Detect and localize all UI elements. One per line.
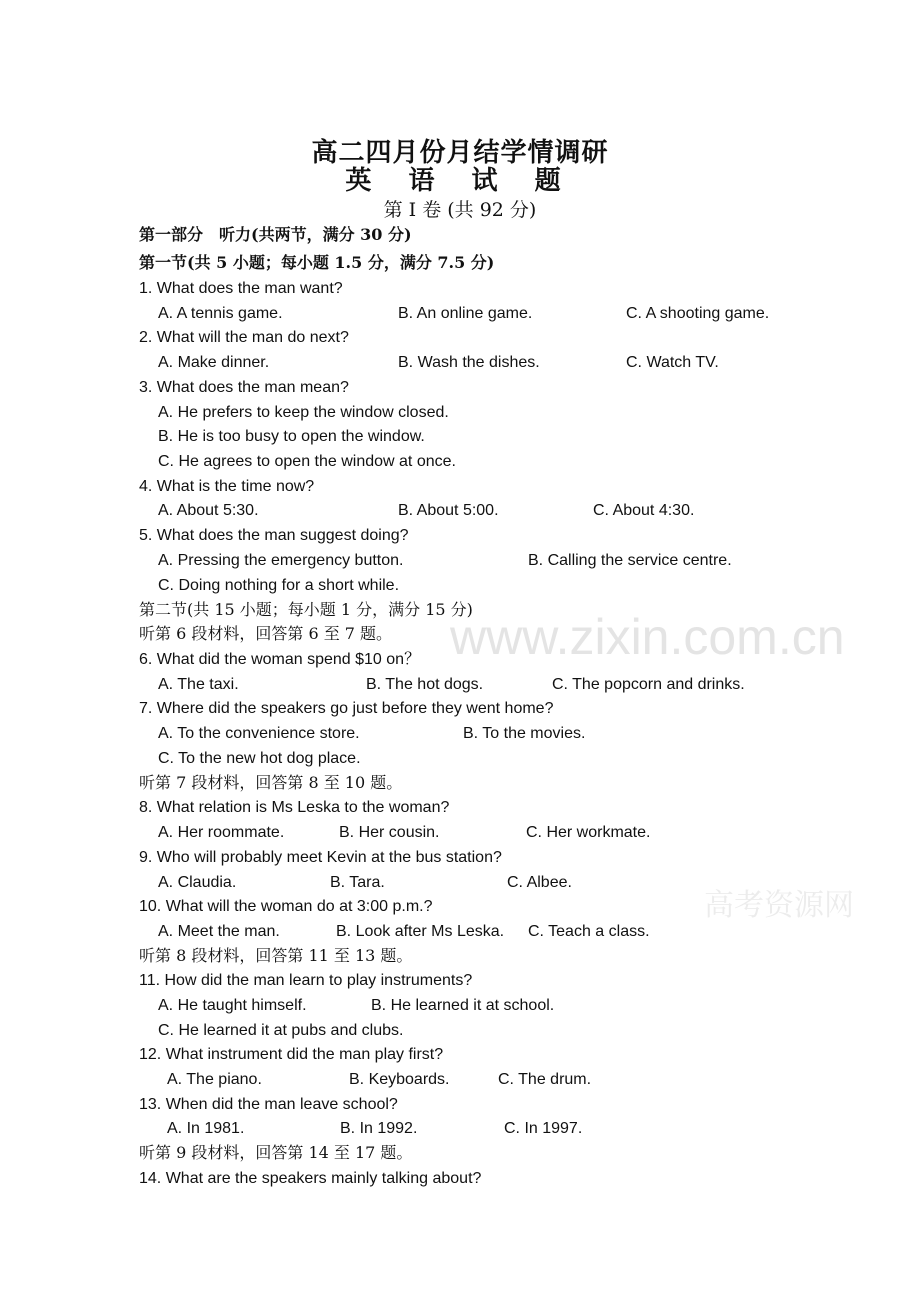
q5-option-a: A. Pressing the emergency button. (158, 552, 404, 569)
question-11: 11. How did the man learn to play instruments? (139, 972, 473, 989)
question-13: 13. When did the man leave school? (139, 1096, 398, 1113)
material-8-instruction: 听第 8 段材料，回答第 11 至 13 题。 (139, 946, 413, 965)
q3-option-a: A. He prefers to keep the window closed. (158, 404, 449, 421)
q13-option-a: A. In 1981. (167, 1120, 245, 1137)
question-1: 1. What does the man want? (139, 280, 343, 297)
question-7: 7. Where did the speakers go just before they went home? (139, 700, 554, 717)
q10-option-a: A. Meet the man. (158, 923, 280, 940)
q13-option-c: C. In 1997. (504, 1120, 583, 1137)
question-10: 10. What will the woman do at 3:00 p.m.? (139, 898, 433, 915)
q4-option-b: B. About 5:00. (398, 502, 499, 519)
q8-option-b: B. Her cousin. (339, 824, 440, 841)
q5-option-b: B. Calling the service centre. (528, 552, 732, 569)
question-14: 14. What are the speakers mainly talking about? (139, 1170, 482, 1187)
question-4: 4. What is the time now? (139, 478, 315, 495)
q10-option-b: B. Look after Ms Leska. (336, 923, 505, 940)
material-6-instruction: 听第 6 段材料，回答第 6 至 7 题。 (139, 624, 393, 643)
question-2: 2. What will the man do next? (139, 329, 349, 346)
q6-option-c: C. The popcorn and drinks. (552, 676, 745, 693)
q2-option-b: B. Wash the dishes. (398, 354, 540, 371)
question-8: 8. What relation is Ms Leska to the woman? (139, 799, 450, 816)
q2-option-a: A. Make dinner. (158, 354, 270, 371)
q7-option-c: C. To the new hot dog place. (158, 750, 361, 767)
q3-option-b: B. He is too busy to open the window. (158, 428, 425, 445)
section1-heading: 第一节(共 5 小题；每小题 1.5 分，满分 7.5 分) (139, 253, 495, 272)
q2-option-c: C. Watch TV. (626, 354, 719, 371)
q1-option-b: B. An online game. (398, 305, 533, 322)
question-12: 12. What instrument did the man play first? (139, 1046, 444, 1063)
q6-option-b: B. The hot dogs. (366, 676, 484, 693)
q11-option-c: C. He learned it at pubs and clubs. (158, 1022, 404, 1039)
q5-option-c: C. Doing nothing for a short while. (158, 577, 400, 594)
question-9: 9. Who will probably meet Kevin at the bus station? (139, 849, 502, 866)
q8-option-c: C. Her workmate. (526, 824, 651, 841)
q7-option-a: A. To the convenience store. (158, 725, 360, 742)
q8-option-a: A. Her roommate. (158, 824, 285, 841)
q4-option-c: C. About 4:30. (593, 502, 695, 519)
exam-volume: 第 I 卷 (共 92 分) (383, 199, 537, 221)
q11-option-b: B. He learned it at school. (371, 997, 555, 1014)
q3-option-c: C. He agrees to open the window at once. (158, 453, 456, 470)
watermark-corner: 高考资源网 (704, 888, 854, 923)
q1-option-a: A. A tennis game. (158, 305, 283, 322)
q4-option-a: A. About 5:30. (158, 502, 259, 519)
question-5: 5. What does the man suggest doing? (139, 527, 409, 544)
section2-heading: 第二节(共 15 小题；每小题 1 分，满分 15 分) (139, 600, 473, 619)
question-6: 6. What did the woman spend $10 on？ (139, 651, 421, 668)
q1-option-c: C. A shooting game. (626, 305, 770, 322)
exam-subject: 英 语 试 题 (345, 166, 575, 196)
material-9-instruction: 听第 9 段材料，回答第 14 至 17 题。 (139, 1143, 413, 1162)
q12-option-a: A. The piano. (167, 1071, 262, 1088)
q10-option-c: C. Teach a class. (528, 923, 650, 940)
q9-option-a: A. Claudia. (158, 874, 237, 891)
q11-option-a: A. He taught himself. (158, 997, 307, 1014)
exam-title: 高二四月份月结学情调研 (311, 138, 609, 168)
q12-option-b: B. Keyboards. (349, 1071, 450, 1088)
q12-option-c: C. The drum. (498, 1071, 592, 1088)
q6-option-a: A. The taxi. (158, 676, 239, 693)
q9-option-c: C. Albee. (507, 874, 572, 891)
q7-option-b: B. To the movies. (463, 725, 586, 742)
q9-option-b: B. Tara. (330, 874, 385, 891)
q13-option-b: B. In 1992. (340, 1120, 418, 1137)
material-7-instruction: 听第 7 段材料，回答第 8 至 10 题。 (139, 773, 403, 792)
part1-heading: 第一部分 听力(共两节，满分 30 分) (139, 225, 412, 244)
watermark: www.zixin.com.cn (450, 609, 845, 665)
question-3: 3. What does the man mean? (139, 379, 349, 396)
